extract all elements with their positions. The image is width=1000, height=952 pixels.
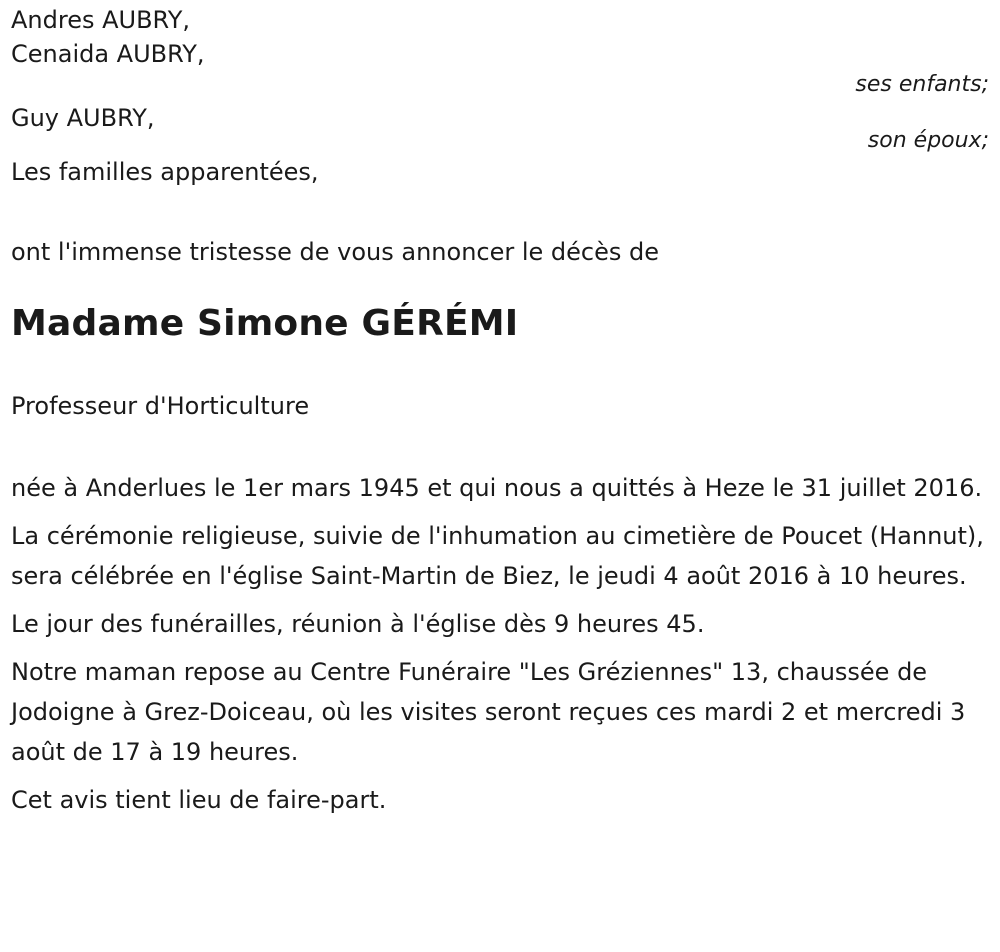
children-role: ses enfants; bbox=[855, 72, 989, 97]
spouse-role: son époux; bbox=[867, 128, 989, 153]
meeting-paragraph: Le jour des funérailles, réunion à l'église dès 9 heures 45. bbox=[11, 610, 705, 638]
child-name: Andres AUBRY, bbox=[11, 6, 190, 34]
birth-death-paragraph: née à Anderlues le 1er mars 1945 et qui nous a quittés à Heze le 31 juillet 2016. bbox=[11, 474, 983, 502]
relatives-line: Les familles apparentées, bbox=[11, 158, 319, 186]
deceased-profession: Professeur d'Horticulture bbox=[11, 392, 310, 420]
spouse-name: Guy AUBRY, bbox=[11, 104, 155, 132]
children-block bbox=[11, 0, 991, 100]
obituary-notice bbox=[11, 0, 991, 820]
spouse-block bbox=[11, 98, 991, 156]
announcement-line: ont l'immense tristesse de vous annoncer le décès de bbox=[11, 238, 660, 266]
deceased-name: Madame Simone GÉRÉMI bbox=[11, 303, 519, 344]
visitation-paragraph: Notre maman repose au Centre Funéraire "Les Gréziennes" 13, chaussée de Jodoigne à Grez-Doiceau, où les visites seront reçues ces mardi 2 et mercredi 3 août de 17 à 19 heures. bbox=[11, 658, 966, 766]
ceremony-paragraph: La cérémonie religieuse, suivie de l'inhumation au cimetière de Poucet (Hannut), sera célébrée en l'église Saint-Martin de Biez, le jeudi 4 août 2016 à 10 heures. bbox=[11, 522, 984, 590]
child-name: Cenaida AUBRY, bbox=[11, 40, 205, 68]
closing-paragraph: Cet avis tient lieu de faire-part. bbox=[11, 786, 387, 814]
notice-body bbox=[11, 468, 991, 820]
